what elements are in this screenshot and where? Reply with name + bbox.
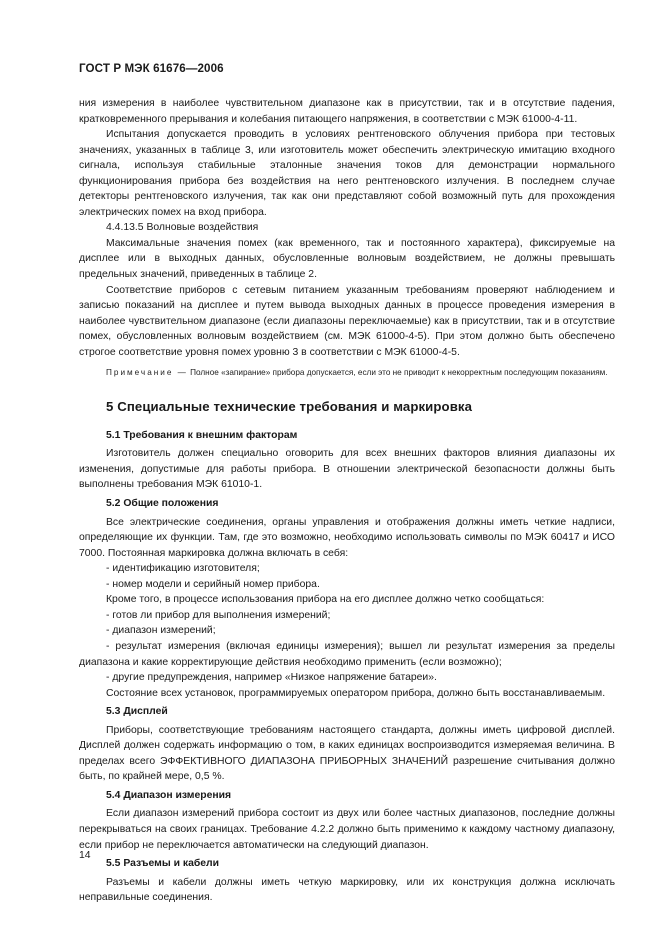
list-item: - диапазон измерений; (106, 625, 216, 637)
section-heading-5-5: 5.5 Разъемы и кабели (106, 858, 220, 870)
list-item: - номер модели и серийный номер прибора. (106, 578, 320, 590)
paragraph: Испытания допускается проводить в условиях рентгеновского облучения прибора при тестовых значениях, указанных в таблице 3, или изготовитель может обеспечить электрическую имитацию входного сигнала, используя стабильные эталонные значения токов для демонстрации нормального функционирования прибора без воздействия на него рентгеновского излучения. В последнем случае детекторы рентгеновского излучения, так как они представляют собой возможный путь для прохождения электрических помех на вход прибора. (79, 129, 615, 218)
note-label: Примечание — (106, 368, 188, 378)
paragraph: Приборы, соответствующие требованиям настоящего стандарта, должны иметь цифровой дисплей. Дисплей должен содержать информацию о том, в каких единицах воспроизводится измеряемая величина. В пределах всего ЭФФЕКТИВНОГО ДИАПАЗОНА ПРИБОРНЫХ ЗНАЧЕНИЙ разрешение считывания должно быть, по крайней мере, 0,5 %. (79, 724, 615, 783)
section-heading-5: 5 Специальные технические требования и маркировка (106, 399, 473, 415)
note (79, 366, 615, 379)
section-heading-5-2: 5.2 Общие положения (106, 498, 219, 510)
list-item: - результат измерения (включая единицы измерения); вышел ли результат измерения за пределы диапазона и какие корректирующие действия необходимо применить (если возможно); (79, 640, 615, 668)
list-item: - идентификацию изготовителя; (106, 563, 260, 575)
list-item: - готов ли прибор для выполнения измерений; (106, 609, 331, 621)
page-number: 14 (79, 850, 91, 861)
paragraph: ния измерения в наиболее чувствительном диапазоне как в присутствии, так и в отсутствие падения, кратковременного прерывания и колебания питающего напряжения, в соответствии с МЭК 61000-4-11. (79, 98, 615, 125)
paragraph: Состояние всех установок, программируемых оператором прибора, должно быть восстанавливаемым. (106, 687, 606, 699)
list-item: - другие предупреждения, например «Низкое напряжение батареи». (106, 672, 437, 684)
document-body (79, 96, 615, 906)
note-text: Полное «запирание» прибора допускается, если это не приводит к некорректным последующим показаниям. (187, 368, 608, 378)
paragraph: Изготовитель должен специально оговорить для всех внешних факторов влияния диапазоны их изменения, допустимые для работы прибора. В отношении электрической безопасности должны быть выполнены требования МЭК 61010-1. (79, 448, 615, 491)
paragraph: Все электрические соединения, органы управления и отображения должны иметь четкие надписи, определяющие их функции. Там, где это возможно, необходимо использовать символы по МЭК 60417 и ИСО 7000. Постоянная маркировка должна включать в себя: (79, 516, 615, 559)
section-heading-5-4: 5.4 Диапазон измерения (106, 789, 232, 801)
paragraph: Кроме того, в процессе использования прибора на его дисплее должно четко сообщаться: (106, 594, 545, 606)
paragraph: Соответствие приборов с сетевым питанием указанным требованиям проверяют наблюдением и записью показаний на дисплее и путем вывода выходных данных в процессе проведения измерения в наиболее чувствительном диапазоне (если диапазоны переключаемые) как в присутствии, так и в отсутствие помех, обусловленных волновым воздействием (см. МЭК 61000-4-5). При этом должно быть обеспечено строгое соответствие уровня помех уровню 3 в соответствии с МЭК 61000-4-5. (79, 284, 615, 358)
paragraph: Если диапазон измерений прибора состоит из двух или более частных диапазонов, последние должны перекрываться на своих границах. Требование 4.2.2 должно быть применимо к каждому частному диапазону, если прибор не переключается автоматически на следующий диапазон. (79, 808, 615, 851)
section-heading-5-3: 5.3 Дисплей (106, 706, 168, 718)
paragraph: Максимальные значения помех (как временного, так и постоянного характера), фиксируемые на дисплее или в выходных данных, обусловленные волновым воздействием, не должны превышать предельных значений, приведенных в таблице 2. (79, 237, 615, 281)
document-header: ГОСТ Р МЭК 61676—2006 (79, 62, 224, 75)
subsection-heading-4-4-13-5: 4.4.13.5 Волновые воздействия (106, 222, 259, 234)
section-heading-5-1: 5.1 Требования к внешним факторам (106, 429, 298, 441)
paragraph: Разъемы и кабели должны иметь четкую маркировку, или их конструкция должна исключать неправильные соединения. (79, 876, 615, 904)
